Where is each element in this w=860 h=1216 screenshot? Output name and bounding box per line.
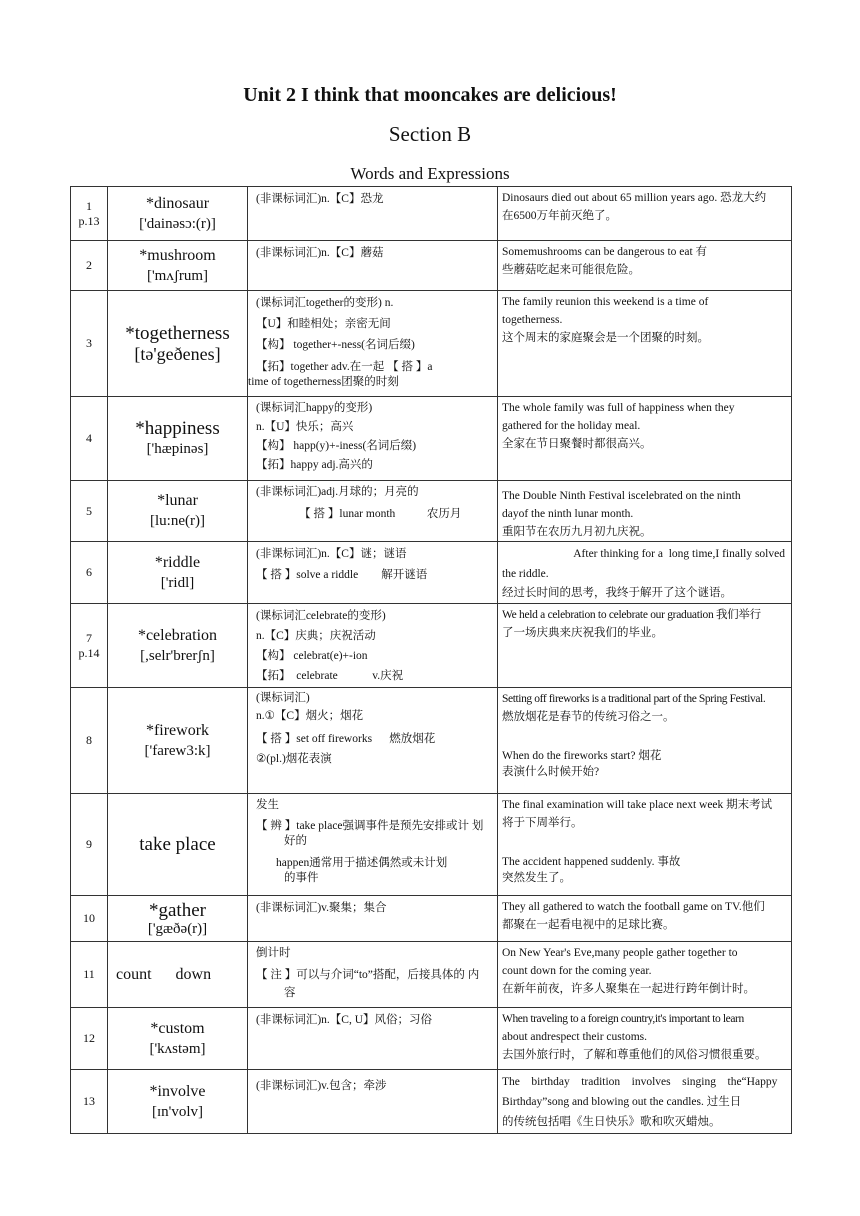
grammar-line: 【拓】happy adj.高兴的 xyxy=(256,459,373,471)
example-cell xyxy=(498,896,792,942)
grammar-line: (非课标词汇)v.聚集；集合 xyxy=(256,902,387,914)
entry-number: 6 xyxy=(86,565,92,579)
example-line: 突然发生了。 xyxy=(502,872,571,884)
headword: count down xyxy=(116,965,212,983)
table-row xyxy=(71,1008,792,1070)
example-line: 燃放烟花是春节的传统习俗之一。 xyxy=(502,711,675,723)
headword: *celebration xyxy=(137,626,218,644)
word-cell xyxy=(108,1070,248,1134)
table-row xyxy=(71,604,792,688)
grammar-line: time of togetherness团聚的时刻 xyxy=(248,376,399,388)
phonetic: [lu:ne(r)] xyxy=(150,513,205,529)
section-heading: Section B xyxy=(388,122,472,146)
example-line: 将于下周举行。 xyxy=(502,817,583,829)
grammar-line: (课标词汇together的变形) n. xyxy=(256,297,394,309)
row-number xyxy=(71,604,108,688)
page-ref: p.14 xyxy=(78,645,100,660)
headword: *involve xyxy=(149,1082,206,1100)
grammar-line: ②(pl.)烟花表演 xyxy=(256,753,332,765)
phonetic: ['kʌstəm] xyxy=(149,1040,206,1057)
grammar-line: (非课标词汇)adj.月球的；月亮的 xyxy=(256,486,419,498)
example-cell xyxy=(498,291,792,397)
example-line: 些蘑菇吃起来可能很危险。 xyxy=(502,264,640,276)
example-line: about andrespect their customs. xyxy=(502,1031,647,1043)
phonetic: ['gæðə(r)] xyxy=(147,920,208,937)
example-line: 表演什么时候开始? xyxy=(502,766,600,778)
grammar-line: (课标词汇) xyxy=(256,692,310,704)
example-line: They all gathered to watch the football game on TV.他们 xyxy=(502,901,765,913)
word-cell xyxy=(108,942,248,1008)
example-line: Somemushrooms can be dangerous to eat 有 xyxy=(502,246,708,258)
entry-number: 13 xyxy=(83,1094,95,1108)
example-cell xyxy=(498,397,792,481)
entry-number: 10 xyxy=(83,911,95,925)
word-cell xyxy=(108,688,248,794)
example-line: Setting off fireworks is a traditional part of the Spring Festival. xyxy=(502,693,766,705)
phonetic: ['dainəsɔ:(r)] xyxy=(139,215,216,232)
page-ref: p.13 xyxy=(78,213,100,228)
row-number xyxy=(71,291,108,397)
example-line: 全家在节日聚餐时都很高兴。 xyxy=(502,438,652,450)
entry-number: 5 xyxy=(86,503,92,518)
example-line: When do the fireworks start? 烟花 xyxy=(502,750,662,762)
grammar-line: 【构】 happ(y)+-iness(名词后缀) xyxy=(256,440,417,452)
document-title: Unit 2 I think that mooncakes are delicious! xyxy=(243,84,617,106)
example-line: The accident happened suddenly. 事故 xyxy=(502,856,681,868)
row-number xyxy=(71,688,108,794)
vocabulary-table xyxy=(70,186,792,1134)
grammar-cell xyxy=(248,241,498,291)
grammar-cell xyxy=(248,604,498,688)
example-line: The birthday tradition involves singing the“Happy xyxy=(502,1076,778,1088)
example-cell xyxy=(498,1070,792,1134)
headword: *custom xyxy=(150,1019,205,1037)
grammar-line: (非课标词汇)n.【C】谜；谜语 xyxy=(256,548,407,560)
example-line: The Double Ninth Festival iscelebrated on the ninth xyxy=(502,490,741,502)
example-cell xyxy=(498,542,792,604)
entry-number: 12 xyxy=(83,1031,95,1045)
grammar-line: 【构】 celebrat(e)+-ion xyxy=(256,650,368,662)
example-cell xyxy=(498,688,792,794)
example-line: On New Year's Eve,many people gather together to xyxy=(502,947,738,959)
phonetic: [ɪn'volv] xyxy=(151,1103,204,1120)
example-line: 经过长时间的思考，我终于解开了这个谜语。 xyxy=(502,587,732,599)
example-line: After thinking for a long time,I finally solved xyxy=(502,548,785,560)
grammar-cell xyxy=(248,1008,498,1070)
grammar-line: 好的 xyxy=(284,835,307,847)
example-cell xyxy=(498,1008,792,1070)
phonetic: ['hæpinəs] xyxy=(146,440,209,457)
grammar-line: 【拓】together adv.在一起 【 搭 】a xyxy=(256,361,433,373)
grammar-cell xyxy=(248,542,498,604)
headword: *lunar xyxy=(157,492,198,509)
example-line: 去国外旅行时，了解和尊重他们的风俗习惯很重要。 xyxy=(502,1049,767,1061)
headword: *riddle xyxy=(154,553,201,571)
example-line: gathered for the holiday meal. xyxy=(502,420,641,432)
example-cell xyxy=(498,604,792,688)
grammar-line: 【 搭 】lunar month 农历月 xyxy=(256,508,462,520)
grammar-line: 发生 xyxy=(256,799,279,811)
table-caption: Words and Expressions xyxy=(350,164,510,183)
grammar-line: (非课标词汇)n.【C】恐龙 xyxy=(256,193,384,205)
headword: *togetherness xyxy=(125,322,230,344)
word-cell xyxy=(108,481,248,542)
example-line: the riddle. xyxy=(502,568,549,580)
grammar-cell xyxy=(248,942,498,1008)
grammar-line: 【构】 together+-ness(名词后缀) xyxy=(256,339,415,351)
entry-number: 11 xyxy=(83,967,95,981)
table-row xyxy=(71,397,792,481)
grammar-line: (非课标词汇)v.包含；牵涉 xyxy=(256,1080,387,1092)
entry-number: 4 xyxy=(86,431,92,445)
grammar-line: 【 辨 】take place强调事件是预先安排或计 划 xyxy=(256,820,484,832)
grammar-cell xyxy=(248,896,498,942)
example-line: The family reunion this weekend is a time of xyxy=(502,296,709,308)
phonetic: [tə'geðenes] xyxy=(134,343,221,364)
example-line: The whole family was full of happiness when they xyxy=(502,402,735,414)
table-row xyxy=(71,241,792,291)
word-cell xyxy=(108,604,248,688)
phonetic: ['farew3:k] xyxy=(144,742,211,759)
word-cell xyxy=(108,542,248,604)
grammar-line: 【 搭 】solve a riddle 解开谜语 xyxy=(256,569,428,581)
word-cell xyxy=(108,794,248,896)
word-cell xyxy=(108,1008,248,1070)
grammar-line: 倒计时 xyxy=(256,947,291,959)
table-row xyxy=(71,794,792,896)
example-line: Birthday”song and blowing out the candles. 过生日 xyxy=(502,1096,742,1108)
grammar-cell xyxy=(248,481,498,542)
example-cell xyxy=(498,942,792,1008)
row-number xyxy=(71,397,108,481)
example-line: Dinosaurs died out about 65 million years ago. 恐龙大约 xyxy=(502,192,767,204)
example-line: count down for the coming year. xyxy=(502,965,652,977)
table-row xyxy=(71,481,792,542)
example-line: 这个周末的家庭聚会是一个团聚的时刻。 xyxy=(502,332,709,344)
grammar-line: 【 搭 】set off fireworks 燃放烟花 xyxy=(256,733,436,745)
word-cell xyxy=(108,291,248,397)
example-cell xyxy=(498,241,792,291)
grammar-line: n.①【C】烟火；烟花 xyxy=(256,710,364,722)
example-line: When traveling to a foreign country,it's important to learn xyxy=(502,1013,744,1025)
row-number xyxy=(71,896,108,942)
table-row xyxy=(71,187,792,241)
grammar-line: happen通常用于描述偶然或未计划 xyxy=(276,857,448,869)
entry-number: 2 xyxy=(86,258,92,272)
row-number xyxy=(71,942,108,1008)
row-number xyxy=(71,187,108,241)
entry-number: 3 xyxy=(86,336,92,350)
entry-number: 9 xyxy=(86,837,92,851)
example-cell xyxy=(498,187,792,241)
example-line: togetherness. xyxy=(502,314,563,326)
example-line: We held a celebration to celebrate our graduation 我们举行 xyxy=(502,609,761,621)
headword: *gather xyxy=(149,899,206,921)
headword: *firework xyxy=(145,721,210,739)
word-cell xyxy=(108,187,248,241)
example-line: 在新年前夜，许多人聚集在一起进行跨年倒计时。 xyxy=(502,983,755,995)
table-row xyxy=(71,542,792,604)
word-cell xyxy=(108,896,248,942)
headword: *happiness xyxy=(135,417,220,439)
grammar-cell xyxy=(248,688,498,794)
row-number xyxy=(71,1008,108,1070)
entry-number: 7 xyxy=(86,630,92,645)
example-cell xyxy=(498,794,792,896)
example-line: 的传统包括唱《生日快乐》歌和吹灭蜡烛。 xyxy=(502,1116,721,1128)
word-cell xyxy=(108,241,248,291)
table-row xyxy=(71,291,792,397)
grammar-cell xyxy=(248,397,498,481)
grammar-line: n.【U】快乐；高兴 xyxy=(256,421,354,433)
table-row xyxy=(71,942,792,1008)
grammar-line: (课标词汇happy的变形) xyxy=(256,402,373,414)
example-line: 都聚在一起看电视中的足球比赛。 xyxy=(502,919,675,931)
example-cell xyxy=(498,481,792,542)
example-line: dayof the ninth lunar month. xyxy=(502,508,634,520)
example-spacer xyxy=(502,832,788,854)
row-number xyxy=(71,481,108,542)
example-spacer xyxy=(502,726,788,748)
example-line: 了一场庆典来庆祝我们的毕业。 xyxy=(502,627,663,639)
grammar-line: 【拓】 celebrate v.庆祝 xyxy=(256,670,404,682)
phonetic: [,selr'brerʃn] xyxy=(140,647,215,664)
grammar-line: 容 xyxy=(284,987,296,999)
example-line: 重阳节在农历九月初九庆祝。 xyxy=(502,526,652,538)
grammar-line: n.【C】庆典；庆祝活动 xyxy=(256,630,376,642)
row-number xyxy=(71,794,108,896)
headword: *mushroom xyxy=(139,246,216,264)
grammar-line: (非课标词汇)n.【C, U】风俗；习俗 xyxy=(256,1014,433,1026)
grammar-cell xyxy=(248,794,498,896)
grammar-line: 【 注 】可以与介词“to”搭配，后接具体的 内 xyxy=(256,969,480,981)
row-number xyxy=(71,241,108,291)
grammar-line: (非课标词汇)n.【C】蘑菇 xyxy=(256,247,384,259)
table-row xyxy=(71,688,792,794)
example-line: The final examination will take place next week 期末考试 xyxy=(502,799,773,811)
headword: take place xyxy=(139,833,216,855)
grammar-line: (课标词汇celebrate的变形) xyxy=(256,610,386,622)
grammar-cell xyxy=(248,187,498,241)
phonetic: ['ridl] xyxy=(160,574,195,591)
entry-number: 1 xyxy=(86,198,92,213)
grammar-line: 【U】和睦相处；亲密无间 xyxy=(256,318,391,330)
entry-number: 8 xyxy=(86,733,92,747)
table-row xyxy=(71,1070,792,1134)
example-line: 在6500万年前灭绝了。 xyxy=(502,210,617,222)
grammar-line: 的事件 xyxy=(284,872,319,884)
phonetic: ['mʌʃrum] xyxy=(146,267,209,284)
grammar-cell xyxy=(248,291,498,397)
table-row xyxy=(71,896,792,942)
row-number xyxy=(71,1070,108,1134)
word-cell xyxy=(108,397,248,481)
row-number xyxy=(71,542,108,604)
headword: *dinosaur xyxy=(145,194,210,212)
grammar-cell xyxy=(248,1070,498,1134)
